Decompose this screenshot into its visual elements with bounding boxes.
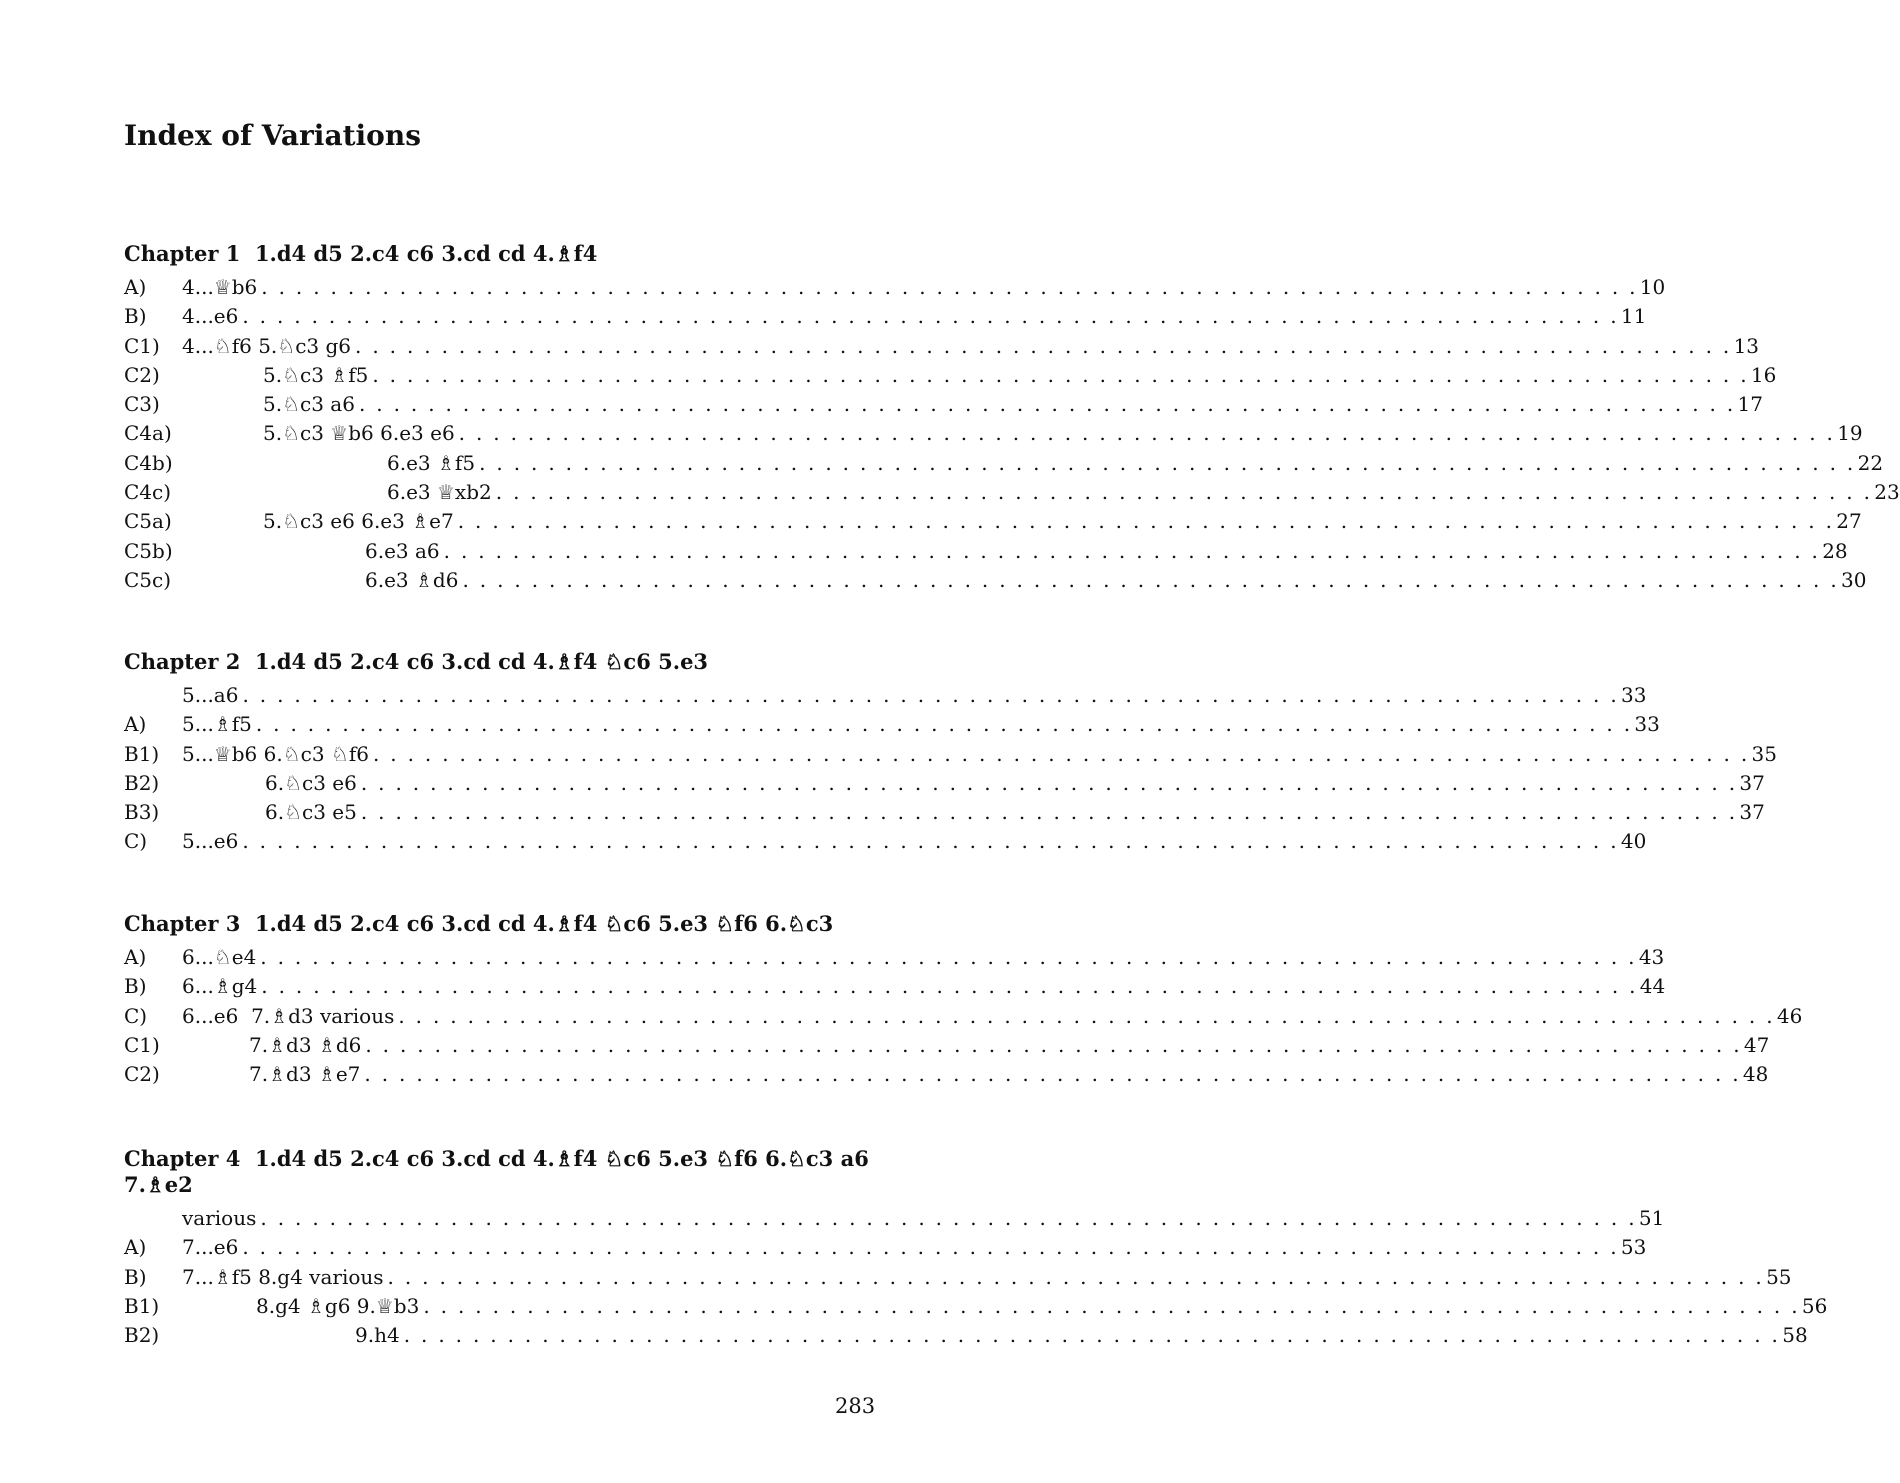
entry-moves: 8.g4 ♗g6 9.♕b3	[256, 1292, 423, 1321]
entry-page-number: 47	[1742, 1031, 1769, 1060]
dot-leader: . . . . . . . . . . . . . . . . . . . . . . . . . . . . . . . . . . . . . . . . . . . . . . . . . . . . . . . . . . . . . . . . . . . . . . . . . . . . . . . .	[242, 304, 1619, 329]
entry-page-number: 51	[1637, 1204, 1664, 1233]
entry-page-number: 13	[1732, 332, 1759, 361]
index-entry	[124, 972, 1666, 1001]
page-number: 283	[835, 1394, 876, 1418]
index-entry	[124, 419, 1863, 448]
entry-label: C)	[124, 829, 148, 854]
entry-moves: 7.♗d3 ♗e7	[249, 1060, 364, 1089]
dot-leader: . . . . . . . . . . . . . . . . . . . . . . . . . . . . . . . . . . . . . . . . . . . . . . . . . . . . . . . . . . . . . . . . . . . . . . . . . . . . . . . .	[495, 480, 1873, 505]
dot-leader: . . . . . . . . . . . . . . . . . . . . . . . . . . . . . . . . . . . . . . . . . . . . . . . . . . . . . . . . . . . . . . . . . . . . . . . . . . . . . . . .	[364, 1062, 1741, 1087]
entry-page-number: 33	[1632, 710, 1659, 739]
entry-label: B3)	[124, 800, 160, 825]
entry-moves: 6.e3 a6	[365, 537, 444, 566]
entry-page-number: 22	[1856, 449, 1883, 478]
index-entry	[124, 1233, 1647, 1262]
entry-label: C5a)	[124, 509, 172, 534]
index-entry	[124, 332, 1760, 361]
entry-moves: 4...♘f6 5.♘c3 g6	[182, 332, 355, 361]
dot-leader: . . . . . . . . . . . . . . . . . . . . . . . . . . . . . . . . . . . . . . . . . . . . . . . . . . . . . . . . . . . . . . . . . . . . . . . . . . . . . . . .	[242, 829, 1619, 854]
entry-page-number: 33	[1619, 681, 1646, 710]
entry-label: B1)	[124, 741, 160, 766]
index-entry	[124, 1002, 1803, 1031]
entry-label: C5b)	[124, 538, 173, 563]
index-entry	[124, 478, 1900, 507]
entry-label: B1)	[124, 1293, 160, 1318]
entry-moves: 5.♘c3 ♕b6 6.e3 e6	[263, 419, 459, 448]
chapter-1	[124, 241, 1900, 595]
dot-leader: . . . . . . . . . . . . . . . . . . . . . . . . . . . . . . . . . . . . . . . . . . . . . . . . . . . . . . . . . . . . . . . . . . . . . . . . . . . . . . . .	[242, 683, 1619, 707]
index-entry	[124, 943, 1665, 972]
index-entry	[124, 740, 1777, 769]
dot-leader: . . . . . . . . . . . . . . . . . . . . . . . . . . . . . . . . . . . . . . . . . . . . . . . . . . . . . . . . . . . . . . . . . . . . . . . . . . . . . . . .	[261, 275, 1638, 299]
entry-moves: 5.♘c3 ♗f5	[263, 361, 372, 390]
index-entry	[124, 1031, 1770, 1060]
entry-page-number: 44	[1638, 972, 1665, 1001]
dot-leader: . . . . . . . . . . . . . . . . . . . . . . . . . . . . . . . . . . . . . . . . . . . . . . . . . . . . . . . . . . . . . . . . . . . . . . . . . . . . . . . .	[260, 1206, 1637, 1230]
dot-leader: . . . . . . . . . . . . . . . . . . . . . . . . . . . . . . . . . . . . . . . . . . . . . . . . . . . . . . . . . . . . . . . . . . . . . . . . . . . . . . . .	[242, 1235, 1619, 1260]
entry-label: C4b)	[124, 450, 173, 475]
entry-label: C)	[124, 1003, 148, 1028]
entry-page-number: 40	[1619, 827, 1646, 856]
entry-moves: 6...♗g4	[182, 972, 261, 1001]
dot-leader: . . . . . . . . . . . . . . . . . . . . . . . . . . . . . . . . . . . . . . . . . . . . . . . . . . . . . . . . . . . . . . . . . . . . . . . . . . . . . . . .	[387, 1264, 1765, 1289]
index-entry	[124, 566, 1867, 595]
entry-label: C5c)	[124, 567, 172, 592]
index-entry	[124, 361, 1777, 390]
entry-moves: 5...a6	[182, 681, 242, 710]
entry-moves: 6.e3 ♕xb2	[387, 478, 496, 507]
entry-page-number: 19	[1835, 419, 1862, 448]
dot-leader: . . . . . . . . . . . . . . . . . . . . . . . . . . . . . . . . . . . . . . . . . . . . . . . . . . . . . . . . . . . . . . . . . . . . . . . . . . . . . . . .	[398, 1003, 1775, 1028]
entry-label: C4a)	[124, 421, 172, 446]
dot-leader: . . . . . . . . . . . . . . . . . . . . . . . . . . . . . . . . . . . . . . . . . . . . . . . . . . . . . . . . . . . . . . . . . . . . . . . . . . . . . . . .	[358, 392, 1736, 417]
entry-page-number: 28	[1820, 537, 1847, 566]
index-entry	[124, 273, 1666, 302]
entry-page-number: 37	[1737, 798, 1764, 827]
dot-leader: . . . . . . . . . . . . . . . . . . . . . . . . . . . . . . . . . . . . . . . . . . . . . . . . . . . . . . . . . . . . . . . . . . . . . . . . . . . . . . . .	[260, 945, 1637, 969]
entry-moves: 6.e3 ♗d6	[365, 566, 462, 595]
entry-label: C1)	[124, 333, 160, 358]
entry-moves: 6...e6 7.♗d3 various	[182, 1002, 398, 1031]
dot-leader: . . . . . . . . . . . . . . . . . . . . . . . . . . . . . . . . . . . . . . . . . . . . . . . . . . . . . . . . . . . . . . . . . . . . . . . . . . . . . . . .	[403, 1323, 1781, 1348]
index-entry	[124, 302, 1647, 331]
dot-leader: . . . . . . . . . . . . . . . . . . . . . . . . . . . . . . . . . . . . . . . . . . . . . . . . . . . . . . . . . . . . . . . . . . . . . . . . . . . . . . . .	[360, 800, 1738, 825]
entry-label: C3)	[124, 392, 160, 417]
dot-leader: . . . . . . . . . . . . . . . . . . . . . . . . . . . . . . . . . . . . . . . . . . . . . . . . . . . . . . . . . . . . . . . . . . . . . . . . . . . . . . . .	[479, 450, 1856, 475]
entry-label: B)	[124, 974, 147, 999]
entry-moves: 6...♘e4	[182, 943, 260, 972]
entry-moves: 7...♗f5 8.g4 various	[182, 1263, 388, 1292]
index-entry	[124, 537, 1848, 566]
dot-leader: . . . . . . . . . . . . . . . . . . . . . . . . . . . . . . . . . . . . . . . . . . . . . . . . . . . . . . . . . . . . . . . . . . . . . . . . . . . . . . . .	[443, 538, 1821, 563]
dot-leader: . . . . . . . . . . . . . . . . . . . . . . . . . . . . . . . . . . . . . . . . . . . . . . . . . . . . . . . . . . . . . . . . . . . . . . . . . . . . . . . .	[372, 741, 1750, 766]
index-entry	[124, 390, 1763, 419]
entry-label: A)	[124, 1235, 147, 1260]
entry-label: C2)	[124, 362, 160, 387]
entry-moves: 9.h4	[355, 1321, 404, 1350]
entry-page-number: 11	[1619, 302, 1646, 331]
entry-label: B)	[124, 304, 147, 329]
chapter-heading: Chapter 3 1.d4 d5 2.c4 c6 3.cd cd 4.♗f4 ♘c6 5.e3 ♘f6 6.♘c3	[124, 911, 834, 936]
index-entry	[124, 827, 1647, 856]
dot-leader: . . . . . . . . . . . . . . . . . . . . . . . . . . . . . . . . . . . . . . . . . . . . . . . . . . . . . . . . . . . . . . . . . . . . . . . . . . . . . . . .	[372, 362, 1749, 387]
entry-page-number: 23	[1872, 478, 1899, 507]
chapter-heading: Chapter 4 1.d4 d5 2.c4 c6 3.cd cd 4.♗f4 ♘c6 5.e3 ♘f6 6.♘c3 a6 7.♗e2	[124, 1146, 877, 1197]
index-entry	[124, 449, 1884, 478]
dot-leader: . . . . . . . . . . . . . . . . . . . . . . . . . . . . . . . . . . . . . . . . . . . . . . . . . . . . . . . . . . . . . . . . . . . . . . . . . . . . . . . .	[360, 770, 1738, 795]
entry-page-number: 53	[1619, 1233, 1646, 1262]
entry-moves: 7...e6	[182, 1233, 242, 1262]
index-entry	[124, 769, 1765, 798]
dot-leader: . . . . . . . . . . . . . . . . . . . . . . . . . . . . . . . . . . . . . . . . . . . . . . . . . . . . . . . . . . . . . . . . . . . . . . . . . . . . . . . .	[365, 1032, 1742, 1057]
entry-label: C2)	[124, 1062, 160, 1087]
chapter-3	[124, 911, 1803, 1089]
entry-label: A)	[124, 275, 147, 299]
entry-label: A)	[124, 945, 147, 969]
page-title: Index of Variations	[124, 119, 421, 152]
entry-page-number: 58	[1780, 1321, 1807, 1350]
entry-page-number: 46	[1775, 1002, 1802, 1031]
index-entry	[124, 681, 1647, 710]
entry-moves: various	[182, 1204, 260, 1233]
entry-moves: 6.e3 ♗f5	[387, 449, 479, 478]
entry-page-number: 43	[1637, 943, 1664, 972]
dot-leader: . . . . . . . . . . . . . . . . . . . . . . . . . . . . . . . . . . . . . . . . . . . . . . . . . . . . . . . . . . . . . . . . . . . . . . . . . . . . . . . .	[462, 567, 1839, 592]
entry-moves: 6.♘c3 e6	[265, 769, 361, 798]
dot-leader: . . . . . . . . . . . . . . . . . . . . . . . . . . . . . . . . . . . . . . . . . . . . . . . . . . . . . . . . . . . . . . . . . . . . . . . . . . . . . . . .	[423, 1293, 1800, 1318]
entry-page-number: 55	[1764, 1263, 1791, 1292]
index-entry	[124, 1321, 1808, 1350]
entry-page-number: 16	[1749, 361, 1776, 390]
entry-label: B2)	[124, 1323, 160, 1348]
entry-moves: 6.♘c3 e5	[265, 798, 361, 827]
entry-moves: 5...e6	[182, 827, 242, 856]
entry-page-number: 30	[1839, 566, 1866, 595]
entry-page-number: 56	[1800, 1292, 1827, 1321]
entry-page-number: 35	[1750, 740, 1777, 769]
entry-label: C1)	[124, 1032, 160, 1057]
entry-moves: 4...e6	[182, 302, 242, 331]
index-entry	[124, 507, 1862, 536]
entry-label: B2)	[124, 770, 160, 795]
index-entry	[124, 1292, 1828, 1321]
dot-leader: . . . . . . . . . . . . . . . . . . . . . . . . . . . . . . . . . . . . . . . . . . . . . . . . . . . . . . . . . . . . . . . . . . . . . . . . . . . . . . . .	[355, 333, 1732, 358]
entry-moves: 5.♘c3 e6 6.e3 ♗e7	[263, 507, 458, 536]
entry-page-number: 48	[1741, 1060, 1768, 1089]
entry-page-number: 37	[1737, 769, 1764, 798]
index-entry	[124, 1060, 1769, 1089]
entry-page-number: 27	[1834, 507, 1861, 536]
dot-leader: . . . . . . . . . . . . . . . . . . . . . . . . . . . . . . . . . . . . . . . . . . . . . . . . . . . . . . . . . . . . . . . . . . . . . . . . . . . . . . . .	[255, 712, 1633, 737]
entry-page-number: 17	[1735, 390, 1762, 419]
index-entry	[124, 1263, 1792, 1292]
index-entry	[124, 710, 1660, 739]
dot-leader: . . . . . . . . . . . . . . . . . . . . . . . . . . . . . . . . . . . . . . . . . . . . . . . . . . . . . . . . . . . . . . . . . . . . . . . . . . . . . . . .	[458, 421, 1836, 446]
dot-leader: . . . . . . . . . . . . . . . . . . . . . . . . . . . . . . . . . . . . . . . . . . . . . . . . . . . . . . . . . . . . . . . . . . . . . . . . . . . . . . . .	[457, 509, 1835, 534]
index-entry	[124, 798, 1765, 827]
dot-leader: . . . . . . . . . . . . . . . . . . . . . . . . . . . . . . . . . . . . . . . . . . . . . . . . . . . . . . . . . . . . . . . . . . . . . . . . . . . . . . . .	[261, 974, 1638, 999]
entry-moves: 5.♘c3 a6	[263, 390, 359, 419]
index-entry	[124, 1204, 1665, 1233]
entry-label: A)	[124, 712, 147, 737]
chapter-2	[124, 649, 1777, 857]
entry-moves: 5...♗f5	[182, 710, 256, 739]
entry-label: B)	[124, 1264, 147, 1289]
chapter-4	[124, 1146, 1828, 1350]
chapter-heading: Chapter 1 1.d4 d5 2.c4 c6 3.cd cd 4.♗f4	[124, 241, 598, 266]
chapter-heading: Chapter 2 1.d4 d5 2.c4 c6 3.cd cd 4.♗f4 ♘c6 5.e3	[124, 649, 709, 674]
entry-moves: 5...♕b6 6.♘c3 ♘f6	[182, 740, 373, 769]
entry-page-number: 10	[1638, 273, 1665, 302]
entry-moves: 7.♗d3 ♗d6	[249, 1031, 365, 1060]
entry-label: C4c)	[124, 480, 172, 505]
entry-moves: 4...♕b6	[182, 273, 261, 302]
